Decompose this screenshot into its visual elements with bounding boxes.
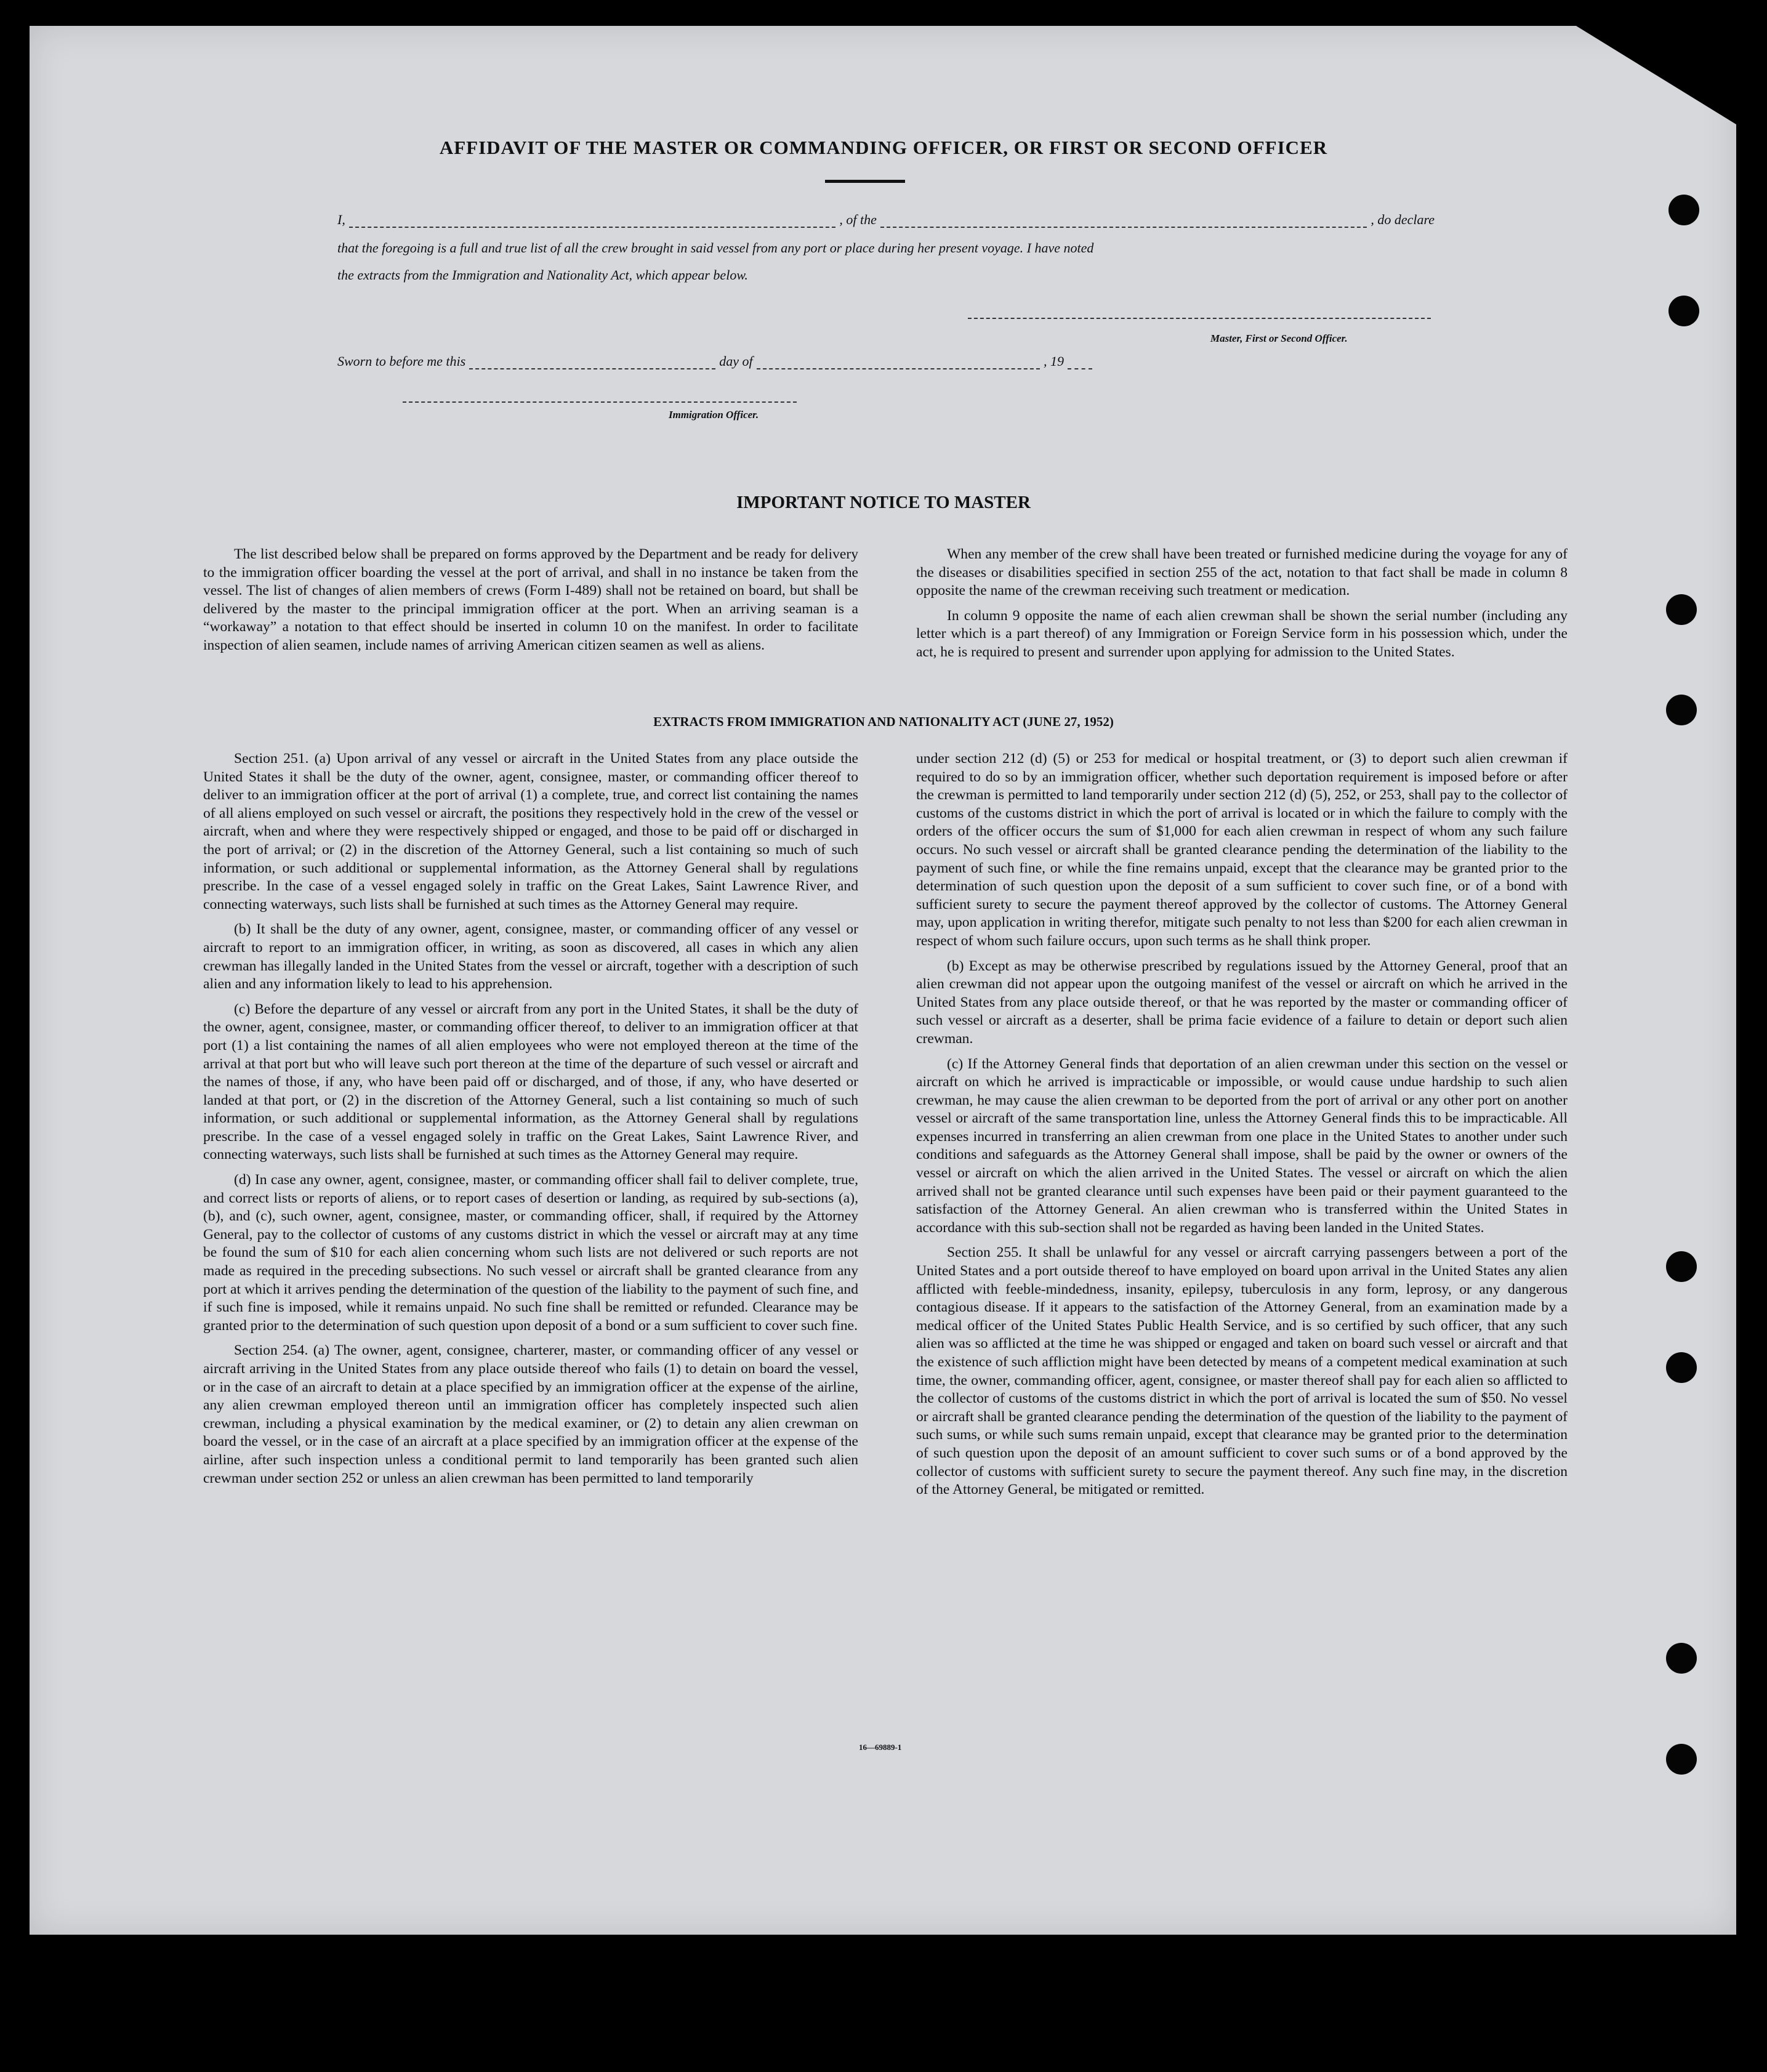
master-caption: Master, First or Second Officer. xyxy=(1210,333,1348,344)
extracts-right-column xyxy=(916,750,1568,1506)
title-rule xyxy=(825,180,905,183)
punch-hole xyxy=(1668,296,1699,326)
notice-paragraph: The list described below shall be prepared on forms approved by the Department and be ready for delivery to the immigration officer boarding the vessel at the port of arrival, and shall in no instance be taken from the vessel. The list of changes of alien members of crews (Form I-489) shall not be retained on board, but shall be delivered by the master to the principal immigration officer at the port. When an arriving seaman is a “workaway” a notation to that effect should be inserted in column 10 on the manifest. In order to facilitate inspection of alien seamen, include names of arriving American citizen seamen as well as aliens. xyxy=(203,546,858,653)
extracts-title: EXTRACTS FROM IMMIGRATION AND NATIONALITY ACT (JUNE 27, 1952) xyxy=(653,714,1114,729)
i-label: I, xyxy=(337,212,345,227)
officer-signature-line[interactable] xyxy=(403,401,797,403)
torn-corner xyxy=(1576,26,1736,124)
sworn-date-field[interactable] xyxy=(469,356,715,369)
affidavit-title: AFFIDAVIT OF THE MASTER OR COMMANDING OFFICER, OR FIRST OR SECOND OFFICER xyxy=(439,137,1328,158)
master-signature-line[interactable] xyxy=(968,318,1431,319)
declaration-line xyxy=(337,212,1435,228)
section-paragraph: (b) It shall be the duty of any owner, agent, consignee, master, or commanding officer of any vessel or aircraft to report to an immigration officer, in writing, as soon as discovered, all cases in which any alien crewman has illegally landed in the United States from the vessel or aircraft, together with a description of such alien and any information likely to lead to his apprehension. xyxy=(203,921,858,993)
punch-hole xyxy=(1666,1744,1697,1775)
extracts-left-column xyxy=(203,750,858,1494)
section-paragraph: (d) In case any owner, agent, consignee, master, or commanding officer shall fail to deliver complete, true, and correct lists or reports of aliens, or to report cases of desertion or landing, as required by sub-sections (a), (b), and (c), such owner, agent, consignee, master, or commanding officer, shall, if required by the Attorney General, pay to the collector of customs of any customs district in which the vessel or aircraft may at any time be found the sum of $10 for each alien concerning whom such lists are not delivered or such reports are not made as required in the preceding subsections. No such vessel or aircraft shall be granted clearance from any port at which it arrives pending the determination of the question of the liability to the payment of such fine, and if such fine is imposed, while it remains unpaid. No such fine shall be remitted or refunded. Clearance may be granted prior to the determination of such question upon deposit of a bond or a sum sufficient to cover such fine. xyxy=(203,1172,858,1334)
sworn-line xyxy=(337,353,1096,369)
section-paragraph: Section 251. (a) Upon arrival of any vessel or aircraft in the United States from any place outside the United States it shall be the duty of the owner, agent, consignee, master, or commanding officer thereof to deliver to an immigration officer at the port of arrival (1) a complete, true, and correct list containing the names of all aliens employed on such vessel or aircraft, the positions they respectively hold in the crew of the vessel or aircraft, when and where they were respectively shipped or engaged, and those to be paid off or discharged in the port of arrival; or (2) in the discretion of the Attorney General, such a list containing so much of such information, or such additional or supplemental information, as the Attorney General shall by regulations prescribe. In the case of a vessel engaged solely in traffic on the Great Lakes, Saint Lawrence River, and connecting waterways, such lists shall be furnished at such times as the Attorney General may require. xyxy=(203,751,858,913)
notice-paragraph: When any member of the crew shall have been treated or furnished medicine during the voyage for any of the diseases or disabilities specified in section 255 of the act, notation to that fact shall be made in column 8 opposite the name of the crewman receiving such treatment or medication. xyxy=(916,546,1568,599)
officer-caption: Immigration Officer. xyxy=(669,409,759,421)
of-the-label: , of the xyxy=(839,212,877,227)
declaration-text-1: that the foregoing is a full and true list of all the crew brought in said vessel from any port or place during her present voyage. I have noted xyxy=(337,240,1094,256)
declaration-text-2: the extracts from the Immigration and Nationality Act, which appear below. xyxy=(337,267,748,283)
month-field[interactable] xyxy=(757,356,1040,369)
notice-paragraph: In column 9 opposite the name of each alien crewman shall be shown the serial number (including any letter which is a part thereof) of any Immigration or Foreign Service form in his possession which, under the act, he is required to present and surrender upon applying for admission to the United States. xyxy=(916,607,1568,660)
year-label: , 19 xyxy=(1044,353,1064,369)
section-paragraph: Section 255. It shall be unlawful for any vessel or aircraft carrying passengers between a port of the United States and a port outside thereof to have employed on board upon arrival in the United States any alien afflicted with feeble-mindedness, insanity, epilepsy, tuberculosis in any form, leprosy, or any dangerous contagious disease. If it appears to the satisfaction of the Attorney General, from an examination made by a medical officer of the United States Public Health Service, and is so certified by such officer, that any such alien was so afflicted at the time he was shipped or engaged and taken on board such vessel or aircraft and that the existence of such affliction might have been detected by means of a competent medical examination at such time, the owner, commanding officer, agent, consignee, or master thereof shall pay for each alien so afflicted to the collector of customs of the customs district in which the port of arrival is located the sum of $50. No vessel or aircraft shall be granted clearance pending the determination of the question of the liability to the payment of such sums, or while such sums remain unpaid, except that clearance may be granted prior to the determination of such question upon the deposit of an amount sufficient to cover such sums or of a bond approved by the collector of customs with sufficient surety to secure the payment thereof. Any such fine may, in the discretion of the Attorney General, be mitigated or remitted. xyxy=(916,1244,1568,1498)
notice-right-column xyxy=(916,546,1568,669)
do-declare-label: , do declare xyxy=(1371,212,1435,227)
section-paragraph: under section 212 (d) (5) or 253 for medical or hospital treatment, or (3) to deport such alien crewman if required to do so by an immigration officer, whether such deportation requirement is imposed before or after the crewman is permitted to land temporarily under section 212 (d) (5), 252, or 253, shall pay to the collector of customs of the customs district in which the port of arrival is located or in which the failure to comply with the orders of the officer occurs the sum of $1,000 for each alien crewman in respect of whom any such failure occurs. No such vessel or aircraft shall be granted clearance pending the determination of the liability to the payment of such fine, or while the fine remains unpaid, except that the clearance may be granted prior to the determination of such question upon the deposit of a sum sufficient to cover such fine, or of a bond with sufficient surety to secure the payment thereof approved by the collector of customs. The Attorney General may, upon application in writing therefor, mitigate such penalty to not less than $200 for each alien crewman in respect of whom such failure occurs, upon such terms as he shall think proper. xyxy=(916,751,1568,949)
section-paragraph: Section 254. (a) The owner, agent, consignee, charterer, master, or commanding officer of any vessel or aircraft arriving in the United States from any place outside thereof who fails (1) to detain on board the vessel, or in the case of an aircraft to detain at a place specified by an immigration officer at the expense of the airline, any alien crewman employed thereon until an immigration officer has completely inspected such alien crewman, including a physical examination by the medical examiner, or (2) to detain any alien crewman on board the vessel, or in the case of an aircraft at a place specified by an immigration officer at the expense of the airline, after such inspection unless a conditional permit to land temporarily has been granted such alien crewman under section 252 or unless an alien crewman has been permitted to land temporarily xyxy=(203,1342,858,1486)
day-of-label: day of xyxy=(719,353,753,369)
notice-title: IMPORTANT NOTICE TO MASTER xyxy=(736,493,1031,512)
section-paragraph: (c) Before the departure of any vessel or aircraft from any port in the United States, it shall be the duty of the owner, agent, consignee, master, or commanding officer thereof, to deliver to an immigration officer at that port (1) a list containing the names of all alien employees who were not employed thereon at the time of the arrival at that port but who will leave such port thereon at the time of the departure of such vessel or aircraft and the names of those, if any, who have been paid off or discharged, and of those, if any, who have deserted or landed at that port, or (2) in the discretion of the Attorney General, such a list containing so much of such information, or such additional or supplemental information, as the Attorney General shall by regulations prescribe. In the case of a vessel engaged solely in traffic on the Great Lakes, Saint Lawrence River, and connecting waterways, such lists shall be furnished at such times as the Attorney General may require. xyxy=(203,1001,858,1163)
punch-hole xyxy=(1666,1643,1697,1674)
punch-hole xyxy=(1666,594,1697,625)
form-code: 16—69889-1 xyxy=(859,1743,902,1752)
section-paragraph: (b) Except as may be otherwise prescribed by regulations issued by the Attorney General, proof that an alien crewman did not appear upon the outgoing manifest of the vessel or aircraft on which he arrived in the United States from any place outside thereof, or that he was reported by the master or commanding officer of such vessel or aircraft as a deserter, shall be prima facie evidence of a failure to detain or deport such alien crewman. xyxy=(916,957,1568,1047)
punch-hole xyxy=(1666,1251,1697,1282)
notice-left-column xyxy=(203,546,858,662)
punch-hole xyxy=(1668,195,1699,225)
vessel-field[interactable] xyxy=(880,214,1367,228)
year-field[interactable] xyxy=(1068,356,1092,369)
sworn-label: Sworn to before me this xyxy=(337,353,466,369)
name-field[interactable] xyxy=(349,214,836,228)
section-paragraph: (c) If the Attorney General finds that deportation of an alien crewman under this section on the vessel or aircraft on which he arrived is impracticable or impossible, or would cause undue hardship to such alien crewman, he may cause the alien crewman to be deported from the port of arrival or any other port on another vessel or aircraft of the same transportation line, unless the Attorney General finds this to be impracticable. All expenses incurred in transferring an alien crewman from one place in the United States to another under such conditions and safeguards as the Attorney General shall impose, shall be paid by the owner or owners of the vessel or aircraft on which the alien arrived in the United States. The vessel or aircraft on which the alien arrived shall not be granted clearance until such expenses have been paid or their payment guaranteed to the satisfaction of the Attorney General. An alien crewman who is transferred within the United States in accordance with this sub-section shall not be regarded as having been landed in the United States. xyxy=(916,1055,1568,1236)
punch-hole xyxy=(1666,1352,1697,1383)
